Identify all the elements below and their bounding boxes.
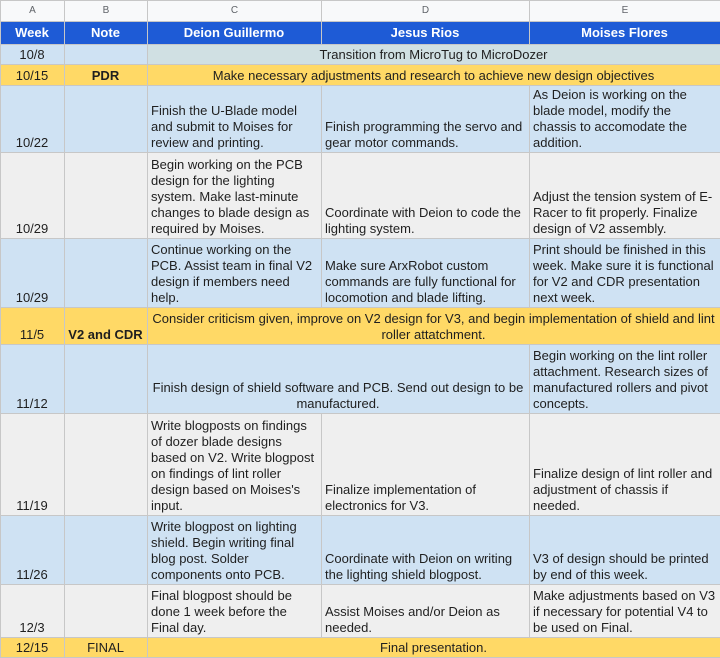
header-week[interactable]: Week bbox=[1, 22, 65, 45]
column-header-e[interactable]: E bbox=[530, 1, 720, 22]
merged-task-cell[interactable]: Consider criticism given, improve on V2 design for V3, and begin implementation of shield and lint roller attatchment. bbox=[148, 308, 720, 345]
deion-task-cell[interactable]: Begin working on the PCB design for the lighting system. Make last-minute changes to blade design as required by Moises. bbox=[148, 153, 322, 239]
note-cell[interactable] bbox=[65, 153, 148, 239]
table-row bbox=[1, 308, 720, 345]
column-header-b[interactable]: B bbox=[65, 1, 148, 22]
merged-task-cell[interactable]: Make necessary adjustments and research to achieve new design objectives bbox=[148, 65, 720, 86]
merged-task-cell[interactable]: Final presentation. bbox=[148, 638, 720, 658]
table-row bbox=[1, 414, 720, 516]
week-cell[interactable]: 10/22 bbox=[1, 86, 65, 153]
header-row bbox=[1, 22, 720, 45]
table-row bbox=[1, 86, 720, 153]
note-cell[interactable] bbox=[65, 516, 148, 585]
jesus-task-cell[interactable]: Coordinate with Deion on writing the lighting shield blogpost. bbox=[322, 516, 530, 585]
table-row bbox=[1, 638, 720, 658]
jesus-task-cell[interactable]: Make sure ArxRobot custom commands are fully functional for locomotion and blade lifting. bbox=[322, 239, 530, 308]
moises-task-cell[interactable]: As Deion is working on the blade model, modify the chassis to accomodate the addition. bbox=[530, 86, 720, 153]
column-header-c[interactable]: C bbox=[148, 1, 322, 22]
column-header-d[interactable]: D bbox=[322, 1, 530, 22]
table-row bbox=[1, 585, 720, 638]
moises-task-cell[interactable]: V3 of design should be printed by end of this week. bbox=[530, 516, 720, 585]
table-row bbox=[1, 153, 720, 239]
table-row bbox=[1, 239, 720, 308]
note-cell[interactable] bbox=[65, 45, 148, 65]
deion-jesus-merged-cell[interactable]: Finish design of shield software and PCB. Send out design to be manufactured. bbox=[148, 345, 530, 414]
table-row bbox=[1, 65, 720, 86]
column-header-row bbox=[1, 1, 720, 22]
header-moises[interactable]: Moises Flores bbox=[530, 22, 720, 45]
note-cell[interactable] bbox=[65, 239, 148, 308]
note-cell[interactable] bbox=[65, 86, 148, 153]
note-cell[interactable]: PDR bbox=[65, 65, 148, 86]
jesus-task-cell[interactable]: Coordinate with Deion to code the lighting system. bbox=[322, 153, 530, 239]
note-cell[interactable] bbox=[65, 345, 148, 414]
week-cell[interactable]: 10/8 bbox=[1, 45, 65, 65]
week-cell[interactable]: 12/15 bbox=[1, 638, 65, 658]
week-cell[interactable]: 10/29 bbox=[1, 153, 65, 239]
table-row bbox=[1, 516, 720, 585]
column-header-a[interactable]: A bbox=[1, 1, 65, 22]
week-cell[interactable]: 10/15 bbox=[1, 65, 65, 86]
deion-task-cell[interactable]: Final blogpost should be done 1 week before the Final day. bbox=[148, 585, 322, 638]
moises-task-cell[interactable]: Make adjustments based on V3 if necessary for potential V4 to be used on Final. bbox=[530, 585, 720, 638]
header-deion[interactable]: Deion Guillermo bbox=[148, 22, 322, 45]
week-cell[interactable]: 10/29 bbox=[1, 239, 65, 308]
jesus-task-cell[interactable]: Finish programming the servo and gear motor commands. bbox=[322, 86, 530, 153]
moises-task-cell[interactable]: Begin working on the lint roller attachment. Research sizes of manufactured rollers and pivot concepts. bbox=[530, 345, 720, 414]
merged-task-cell[interactable]: Transition from MicroTug to MicroDozer bbox=[148, 45, 720, 65]
moises-task-cell[interactable]: Print should be finished in this week. Make sure it is functional for V2 and CDR presentation next week. bbox=[530, 239, 720, 308]
header-note[interactable]: Note bbox=[65, 22, 148, 45]
note-cell[interactable]: FINAL bbox=[65, 638, 148, 658]
note-cell[interactable]: V2 and CDR bbox=[65, 308, 148, 345]
header-jesus[interactable]: Jesus Rios bbox=[322, 22, 530, 45]
jesus-task-cell[interactable]: Finalize implementation of electronics for V3. bbox=[322, 414, 530, 516]
week-cell[interactable]: 11/19 bbox=[1, 414, 65, 516]
note-cell[interactable] bbox=[65, 585, 148, 638]
note-cell[interactable] bbox=[65, 414, 148, 516]
table-row bbox=[1, 45, 720, 65]
deion-task-cell[interactable]: Write blogposts on findings of dozer blade designs based on V2. Write blogpost on findings of lint roller design based on Moises's input. bbox=[148, 414, 322, 516]
week-cell[interactable]: 11/5 bbox=[1, 308, 65, 345]
deion-task-cell[interactable]: Finish the U-Blade model and submit to Moises for review and printing. bbox=[148, 86, 322, 153]
deion-task-cell[interactable]: Continue working on the PCB. Assist team in final V2 design if members need help. bbox=[148, 239, 322, 308]
table-row bbox=[1, 345, 720, 414]
week-cell[interactable]: 11/12 bbox=[1, 345, 65, 414]
week-cell[interactable]: 12/3 bbox=[1, 585, 65, 638]
moises-task-cell[interactable]: Adjust the tension system of E-Racer to fit properly. Finalize design of V2 assembly. bbox=[530, 153, 720, 239]
deion-task-cell[interactable]: Write blogpost on lighting shield. Begin writing final blog post. Solder components onto PCB. bbox=[148, 516, 322, 585]
jesus-task-cell[interactable]: Assist Moises and/or Deion as needed. bbox=[322, 585, 530, 638]
week-cell[interactable]: 11/26 bbox=[1, 516, 65, 585]
moises-task-cell[interactable]: Finalize design of lint roller and adjustment of chassis if needed. bbox=[530, 414, 720, 516]
